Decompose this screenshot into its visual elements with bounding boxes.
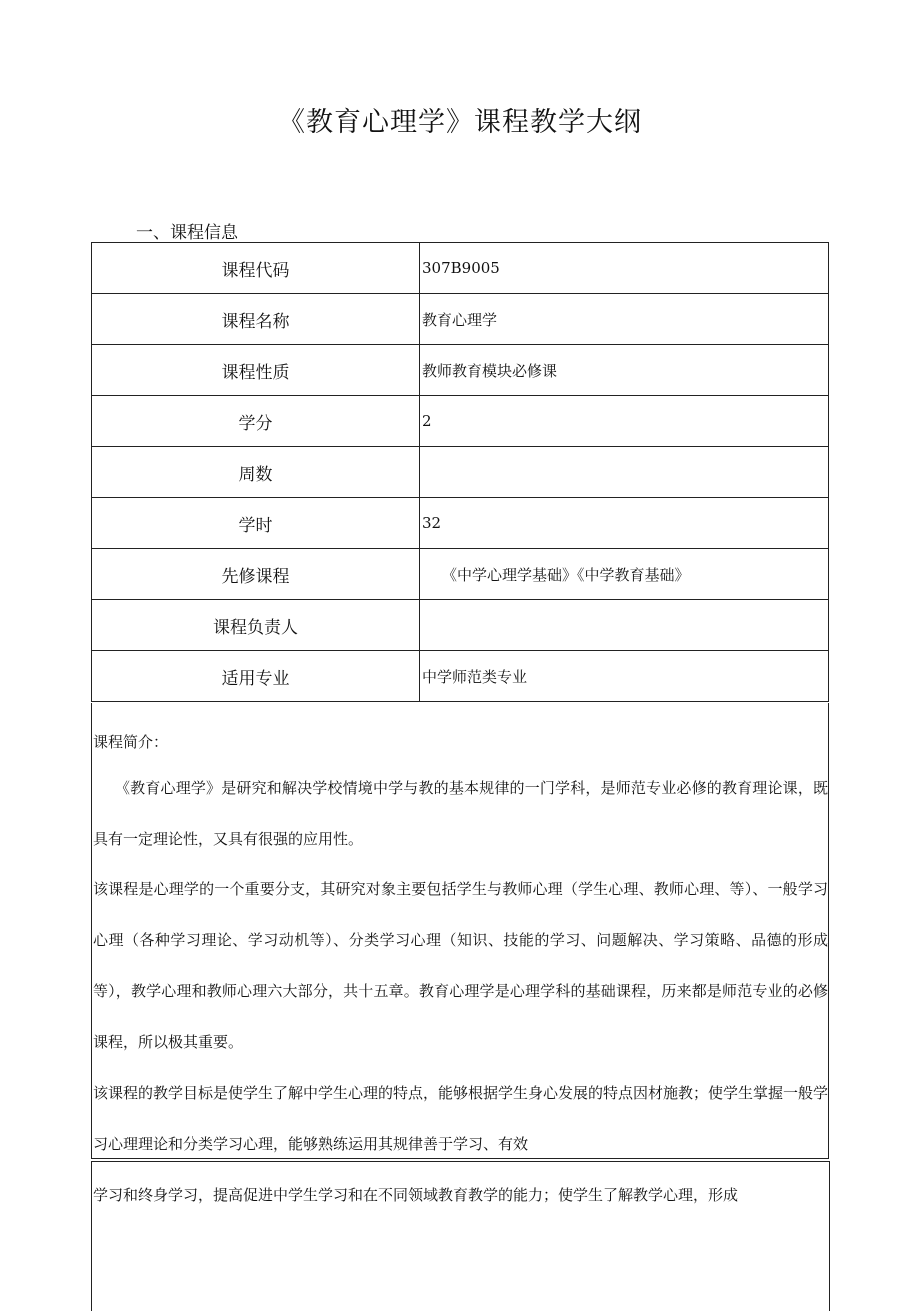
row-label: 适用专业 (92, 651, 420, 702)
table-row-major (92, 651, 829, 702)
page-title: 《教育心理学》课程教学大纲 (278, 107, 642, 138)
row-label: 学分 (92, 396, 420, 447)
row-label: 周数 (92, 447, 420, 498)
row-value: 教育心理学 (420, 294, 829, 345)
course-info-table (91, 242, 829, 702)
row-label: 课程性质 (92, 345, 420, 396)
section-heading-course-info: 一、课程信息 (136, 223, 238, 243)
row-value: 32 (420, 498, 829, 549)
intro-paragraph-3: 该课程的教学目标是使学生了解中学生心理的特点，能够根据学生身心发展的特点因材施教；使学生掌握一般学习心理理论和分类学习心理，能够熟练运用其规律善于学习、有效 (93, 1084, 829, 1153)
row-value (420, 600, 829, 651)
row-value: 教师教育模块必修课 (420, 345, 829, 396)
row-value: 中学师范类专业 (420, 651, 829, 702)
table-row-hours (92, 498, 829, 549)
intro-paragraph-1: 《教育心理学》是研究和解决学校情境中学与教的基本规律的一门学科，是师范专业必修的教育理论课，既具有一定理论性，又具有很强的应用性。 (93, 779, 828, 848)
table-row-weeks (92, 447, 829, 498)
row-label: 课程负责人 (92, 600, 420, 651)
row-label: 先修课程 (92, 549, 420, 600)
intro-paragraph-continuation: 学习和终身学习，提高促进中学生学习和在不同领域教育教学的能力；使学生了解教学心理，形成 (93, 1186, 739, 1204)
table-row-credits (92, 396, 829, 447)
row-value: 307B9005 (420, 243, 829, 294)
table-row-course-nature (92, 345, 829, 396)
row-value (420, 447, 829, 498)
row-label: 学时 (92, 498, 420, 549)
table-row-course-name (92, 294, 829, 345)
table-row-course-code (92, 243, 829, 294)
row-label: 课程名称 (92, 294, 420, 345)
table-row-prerequisites (92, 549, 829, 600)
intro-paragraph-2: 该课程是心理学的一个重要分支，其研究对象主要包括学生与教师心理（学生心理、教师心理、等）、一般学习心理（各种学习理论、学习动机等）、分类学习心理（知识、技能的学习、问题解决、学习策略、品德的形成等），教学心理和教师心理六大部分，共十五章。教育心理学是心理学科的基础课程，历来都是师范专业的必修课程，所以极其重要。 (93, 880, 828, 1051)
row-value: 2 (420, 396, 829, 447)
row-value: 《中学心理学基础》《中学教育基础》 (420, 549, 829, 600)
course-intro-label: 课程简介： (93, 733, 169, 751)
row-label: 课程代码 (92, 243, 420, 294)
table-row-course-lead (92, 600, 829, 651)
